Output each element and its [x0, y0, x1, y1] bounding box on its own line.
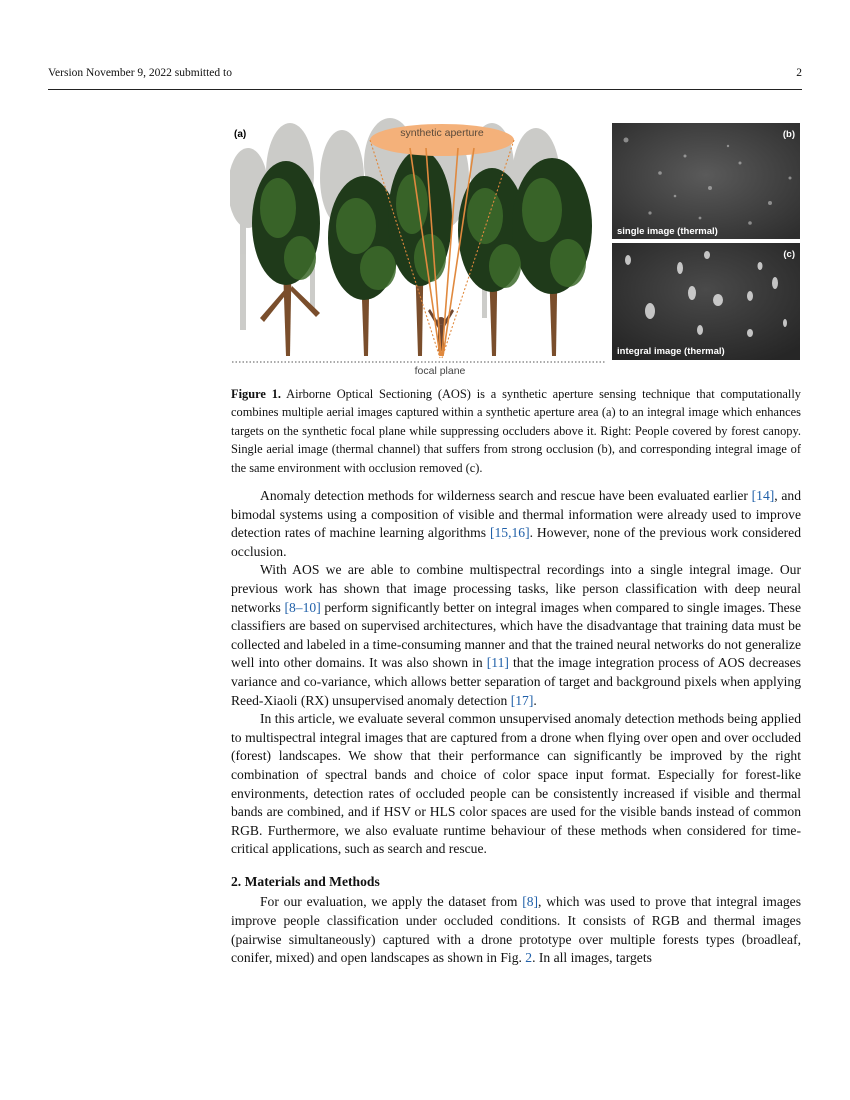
panel-b-single-thermal-image [612, 123, 800, 239]
body-text [231, 487, 801, 968]
caption-text: Airborne Optical Sectioning (AOS) is a synthetic aperture sensing technique that computationally combines multiple aerial images captured within a synthetic aperture area (a) to an integral image which enhances targets on the synthetic focal plane while suppressing occluders above it. Right: People covered by forest canopy. Single aerial image (thermal channel) that suffers from strong occlusion (b), and corresponding integral image of the same environment with occlusion removed (c). [231, 387, 802, 475]
running-header [48, 67, 802, 90]
citation-8-10[interactable]: [8–10] [284, 599, 321, 615]
p2-text-3: that the image integration process of AOS decreases variance and co-variance, which allows better separation of target and background pixels when applying Reed-Xiaoli (RX) unsupervised anomaly detection [231, 655, 802, 708]
person-target-icon [428, 309, 454, 351]
single-image-label: single image (thermal) [617, 226, 718, 237]
page-number: 2 [796, 67, 802, 79]
p2-text-2: perform significantly better on integral images when compared to single images. These classifiers are based on supervised architectures, which have the disadvantage that training data must be collected and labeled in a time-consuming manner and that the trained neural networks do not generalize well into other domains. It was also shown in [231, 599, 801, 671]
p1-text-1: Anomaly detection methods for wilderness search and rescue have been evaluated earlier [260, 488, 752, 503]
section-heading: 2. Materials and Methods [231, 873, 380, 889]
citation-8[interactable]: [8] [522, 894, 539, 910]
caption-label: Figure 1. [231, 387, 281, 401]
panel-c-integral-thermal-image [612, 243, 800, 360]
citation-17[interactable]: [17] [510, 692, 534, 708]
p2-text-1: With AOS we are able to combine multispectral recordings into a single integral image. Our previous work has shown that image processing tasks, like person classification with deep neural networks [231, 562, 801, 615]
figure-1-graphic [230, 118, 802, 380]
citation-15-16[interactable]: [15,16] [489, 525, 530, 541]
p1-text-3: . However, none of the previous work considered occlusion. [231, 525, 801, 559]
citation-14[interactable]: [14] [751, 488, 775, 503]
panel-b-label: (b) [782, 129, 795, 140]
paragraph-4 [231, 893, 801, 967]
figure-1-caption [231, 385, 801, 477]
panel-c-label: (c) [783, 249, 795, 260]
p4-text-2: , which was used to prove that integral images improve people classification under occluded conditions. It consists of RGB and thermal images (pairwise simultaneously) captured with a drone prototype over multiple forests types (broadleaf, conifer, mixed) and open landscapes as shown in Fig. [231, 894, 801, 966]
p2-text-4: . [533, 692, 537, 708]
paragraph-1 [231, 487, 801, 561]
integral-image-label: integral image (thermal) [617, 346, 725, 357]
paragraph-3: In this article, we evaluate several common unsupervised anomaly detection methods being applied to multispectral integral images that are captured from a drone when flying over open and over occluded (forest) landscapes. We show that their performance can significantly be improved by the right combination of spectral bands and choice of color space input format. Especially for forest-like environments, detection rates of occluded people can be consistently increased if visible and thermal bands are combined, and if HSV or HLS color spaces are used for the visible bands instead of common RGB. Furthermore, we also evaluate runtime behaviour of these methods when considered for time-critical applications, such as search and rescue. [231, 711, 801, 857]
p1-text-2: , and bimodal systems using a composition of visible and thermal information were already used to improve detection rates of machine learning algorithms [231, 488, 801, 541]
panel-a-label: (a) [234, 129, 247, 140]
focal-plane-label: focal plane [414, 365, 466, 377]
p4-text-3: . In all images, targets [532, 950, 652, 966]
citation-11[interactable]: [11] [486, 655, 509, 671]
paragraph-2 [231, 561, 801, 710]
p4-text-1: For our evaluation, we apply the dataset from [260, 894, 523, 910]
figure-2-reference[interactable]: 2 [525, 950, 533, 966]
header-version-text: Version November 9, 2022 submitted to [48, 67, 232, 79]
figure-1 [230, 118, 802, 380]
synthetic-aperture-label: synthetic aperture [400, 127, 484, 139]
